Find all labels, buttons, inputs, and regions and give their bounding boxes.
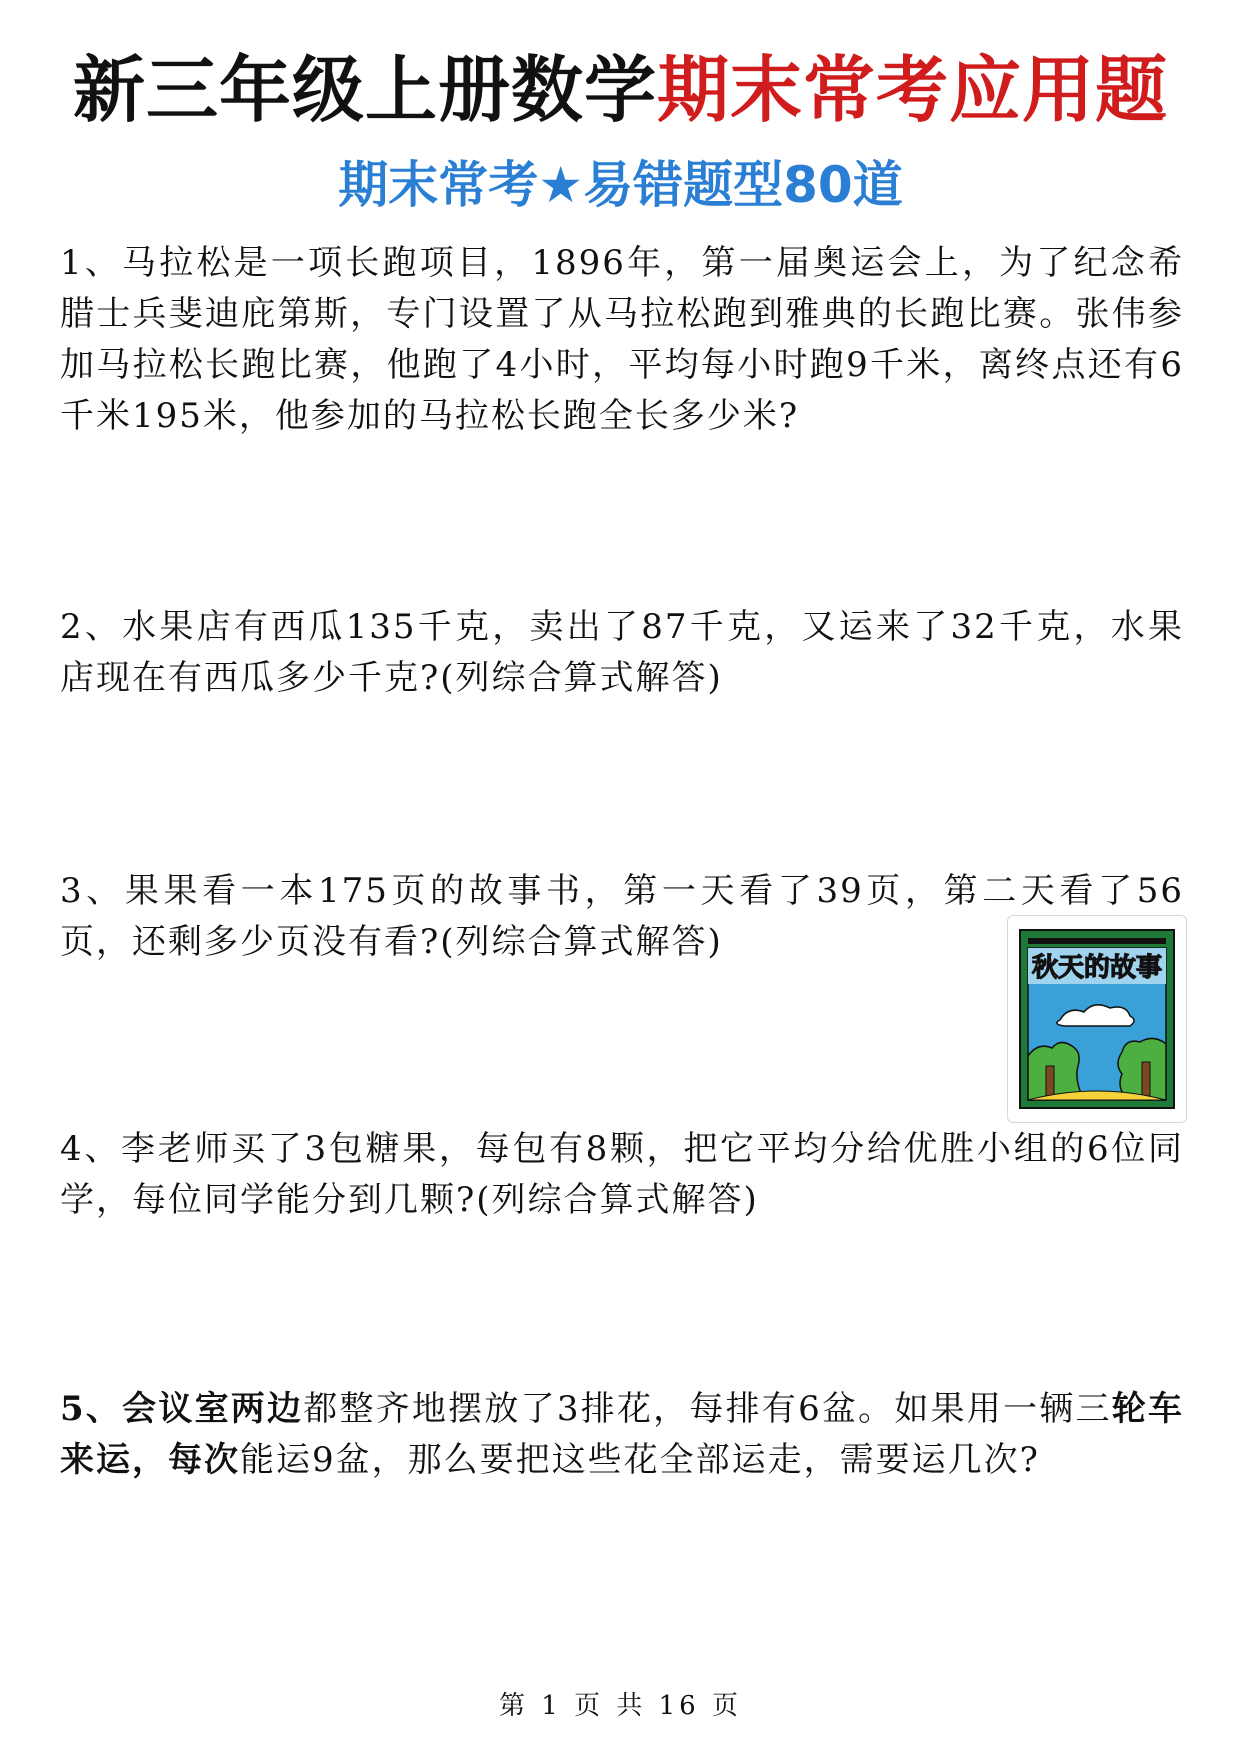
book-title-lettering: 秋天的故事 <box>1031 953 1163 983</box>
page-subtitle: 期末常考★易错题型80道 <box>338 156 903 214</box>
page-number-footer: 第 1 页 共 16 页 <box>499 1691 742 1721</box>
title-red-part: 期末常考应用题 <box>657 48 1169 132</box>
question-5-text-b: 能运9盆，那么要把这些花全部运走，需要运几次? <box>240 1440 1040 1480</box>
question-5-bold-start: 5、会议室两边 <box>60 1389 304 1429</box>
question-5-text-a: 都整齐地摆放了3排花，每排有6盆。如果用一辆三 <box>303 1389 1112 1429</box>
page-title <box>0 40 1241 140</box>
question-4: 4、李老师买了3包糖果，每包有8颗，把它平均分给优胜小组的6位同学，每位同学能分到几颗?(列综合算式解答) <box>60 1129 1184 1220</box>
question-5 <box>60 1384 1184 1486</box>
question-5-bold-middle: 轮车来运，每次 <box>60 1389 1185 1480</box>
book-cover-graphic <box>1008 916 1186 1122</box>
title-black-part: 新三年级上册数学 <box>72 48 657 132</box>
question-3: 3、果果看一本175页的故事书，第一天看了39页，第二天看了56页，还剩多少页没有看?(列综合算式解答) <box>60 871 1184 962</box>
storybook-illustration <box>1007 915 1187 1123</box>
question-1: 1、马拉松是一项长跑项目，1896年，第一届奥运会上，为了纪念希腊士兵斐迪庇第斯，专门设置了从马拉松跑到雅典的长跑比赛。张伟参加马拉松长跑比赛，他跑了4小时，平均每小时跑9千米，离终点还有6千米195米，他参加的马拉松长跑全长多少米? <box>60 243 1184 436</box>
question-2: 2、水果店有西瓜135千克，卖出了87千克，又运来了32千克，水果店现在有西瓜多少千克?(列综合算式解答) <box>60 607 1184 698</box>
